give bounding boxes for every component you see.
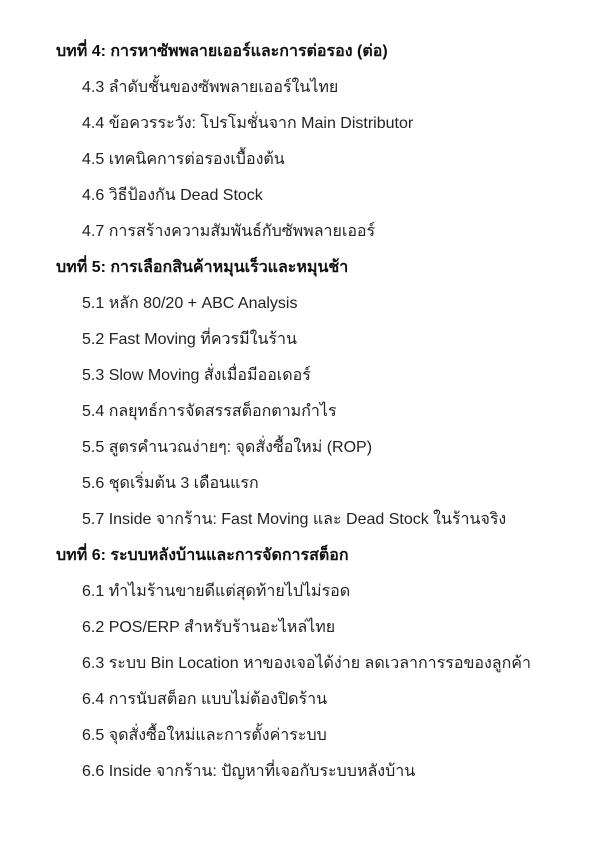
toc-item: 6.5 จุดสั่งซื้อใหม่และการตั้งค่าระบบ [82,727,327,744]
toc-item: 6.6 Inside จากร้าน: ปัญหาที่เจอกับระบบหลังบ้าน [82,763,416,780]
toc-item: 5.4 กลยุทธ์การจัดสรรสต็อกตามกำไร [82,403,337,420]
toc-item: 4.3 ลำดับชั้นของซัพพลายเออร์ในไทย [82,79,339,96]
toc-item: 4.4 ข้อควรระวัง: โปรโมชั่นจาก Main Distributor [82,115,414,132]
toc-item: 6.2 POS/ERP สำหรับร้านอะไหล่ไทย [82,619,336,636]
toc-item: 4.6 วิธีป้องกัน Dead Stock [82,187,263,204]
table-of-contents [0,34,611,790]
toc-item: 5.7 Inside จากร้าน: Fast Moving และ Dead Stock ในร้านจริง [82,511,507,528]
toc-item: 5.1 หลัก 80/20 + ABC Analysis [82,295,298,312]
toc-item: 6.3 ระบบ Bin Location หาของเจอได้ง่าย ลดเวลาการรอของลูกค้า [82,655,531,672]
toc-item: 6.4 การนับสต็อก แบบไม่ต้องปิดร้าน [82,691,328,708]
toc-item: 4.5 เทคนิคการต่อรองเบื้องต้น [82,151,285,168]
toc-item: 5.6 ชุดเริ่มต้น 3 เดือนแรก [82,475,259,492]
toc-item: 5.3 Slow Moving สั่งเมื่อมีออเดอร์ [82,367,311,384]
chapter-5-heading: บทที่ 5: การเลือกสินค้าหมุนเร็วและหมุนช้า [56,259,349,276]
toc-item: 5.5 สูตรคำนวณง่ายๆ: จุดสั่งซื้อใหม่ (ROP) [82,439,373,456]
toc-item: 5.2 Fast Moving ที่ควรมีในร้าน [82,331,297,348]
chapter-6-heading: บทที่ 6: ระบบหลังบ้านและการจัดการสต็อก [56,547,349,564]
toc-item: 6.1 ทำไมร้านขายดีแต่สุดท้ายไปไม่รอด [82,583,351,600]
toc-item: 4.7 การสร้างความสัมพันธ์กับซัพพลายเออร์ [82,223,376,240]
chapter-4-heading: บทที่ 4: การหาซัพพลายเออร์และการต่อรอง (ต่อ) [56,43,388,60]
